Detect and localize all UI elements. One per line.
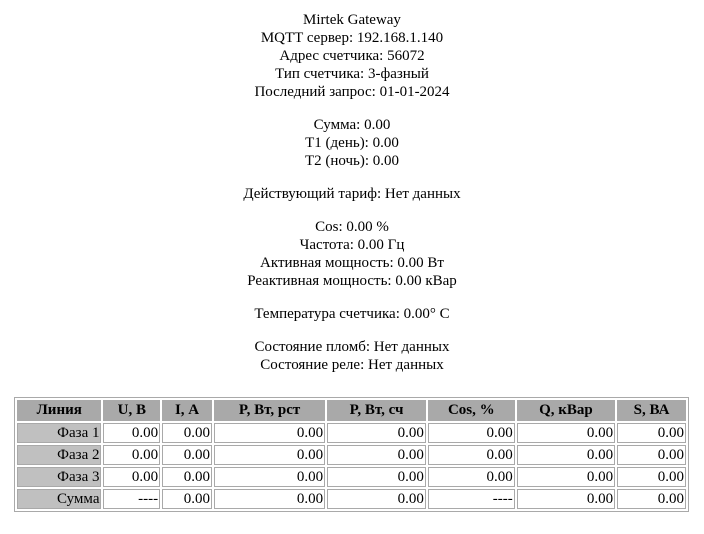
- table-cell: 0.00: [617, 467, 686, 487]
- table-cell: 0.00: [617, 423, 686, 443]
- energy-t2: T2 (ночь): 0.00: [304, 153, 400, 169]
- table-cell: 0.00: [617, 445, 686, 465]
- table-cell: 0.00: [517, 467, 615, 487]
- column-header: U, В: [103, 400, 160, 421]
- column-header: P, Вт, рст: [214, 400, 325, 421]
- reactive-power: Реактивная мощность: 0.00 кВар: [247, 273, 457, 289]
- table-cell: 0.00: [517, 489, 615, 509]
- last-request: Последний запрос: 01-01-2024: [254, 84, 450, 100]
- frequency: Частота: 0.00 Гц: [299, 237, 405, 253]
- row-label: Фаза 2: [17, 445, 101, 465]
- phase-table: [14, 397, 689, 512]
- table-cell: 0.00: [103, 423, 160, 443]
- table-row: [17, 423, 686, 443]
- spacer: [0, 101, 704, 116]
- relay-status: Состояние реле: Нет данных: [260, 357, 444, 373]
- column-header: Cos, %: [428, 400, 515, 421]
- spacer: [0, 203, 704, 218]
- table-cell: 0.00: [214, 423, 325, 443]
- meter-address: Адрес счетчика: 56072: [279, 48, 425, 64]
- table-cell: 0.00: [327, 423, 426, 443]
- table-cell: 0.00: [214, 467, 325, 487]
- table-cell: 0.00: [162, 489, 212, 509]
- active-power: Активная мощность: 0.00 Вт: [260, 255, 444, 271]
- table-cell: ----: [428, 489, 515, 509]
- column-header: I, А: [162, 400, 212, 421]
- table-cell: 0.00: [327, 445, 426, 465]
- table-cell: 0.00: [162, 467, 212, 487]
- column-header: Q, кВар: [517, 400, 615, 421]
- table-cell: 0.00: [517, 445, 615, 465]
- table-cell: 0.00: [162, 445, 212, 465]
- seals-status: Состояние пломб: Нет данных: [254, 339, 450, 355]
- row-label: Фаза 1: [17, 423, 101, 443]
- table-row: [17, 489, 686, 509]
- column-header: Линия: [17, 400, 101, 421]
- spacer: [0, 170, 704, 185]
- spacer: [0, 290, 704, 305]
- table-cell: 0.00: [517, 423, 615, 443]
- table-cell: 0.00: [428, 445, 515, 465]
- table-cell: 0.00: [162, 423, 212, 443]
- cos-value: Cos: 0.00 %: [315, 219, 389, 235]
- table-cell: 0.00: [214, 489, 325, 509]
- spacer: [0, 323, 704, 338]
- table-row: [17, 445, 686, 465]
- table-cell: 0.00: [327, 489, 426, 509]
- table-header-row: [17, 400, 686, 421]
- mqtt-server: MQTT сервер: 192.168.1.140: [260, 30, 444, 46]
- row-label: Сумма: [17, 489, 101, 509]
- table-cell: 0.00: [327, 467, 426, 487]
- energy-sum: Сумма: 0.00: [313, 117, 391, 133]
- table-cell: 0.00: [617, 489, 686, 509]
- table-cell: 0.00: [103, 445, 160, 465]
- table-cell: 0.00: [428, 467, 515, 487]
- table-cell: 0.00: [428, 423, 515, 443]
- table-cell: 0.00: [103, 467, 160, 487]
- table-cell: 0.00: [214, 445, 325, 465]
- meter-type: Тип счетчика: 3-фазный: [275, 66, 429, 82]
- column-header: P, Вт, сч: [327, 400, 426, 421]
- energy-t1: T1 (день): 0.00: [305, 135, 399, 151]
- page-title: Mirtek Gateway: [303, 12, 401, 28]
- table-cell: ----: [103, 489, 160, 509]
- column-header: S, ВА: [617, 400, 686, 421]
- row-label: Фаза 3: [17, 467, 101, 487]
- current-tariff: Действующий тариф: Нет данных: [243, 186, 461, 202]
- meter-temperature: Температура счетчика: 0.00° C: [254, 306, 450, 322]
- table-row: [17, 467, 686, 487]
